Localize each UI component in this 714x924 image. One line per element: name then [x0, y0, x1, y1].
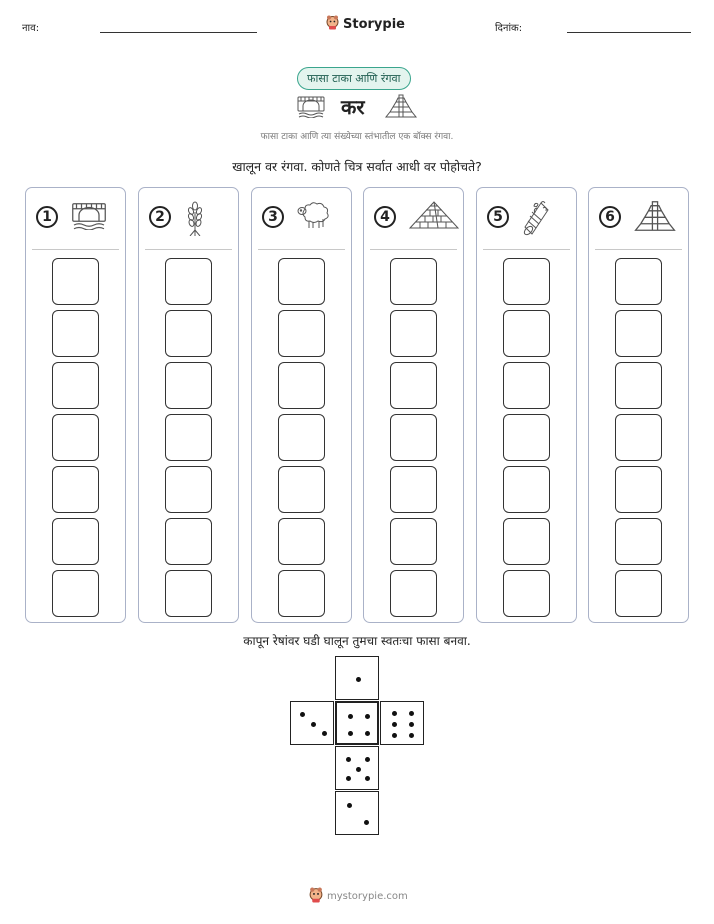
activity-pill: फासा टाका आणि रंगवा	[297, 67, 411, 90]
color-box[interactable]	[52, 258, 99, 305]
column-4	[363, 187, 464, 623]
color-box[interactable]	[278, 258, 325, 305]
color-box[interactable]	[390, 258, 437, 305]
color-box[interactable]	[278, 518, 325, 565]
color-box[interactable]	[390, 362, 437, 409]
footer-url: mystorypie.com	[327, 891, 408, 902]
die-pip	[311, 722, 316, 727]
color-box[interactable]	[278, 466, 325, 513]
color-box[interactable]	[165, 466, 212, 513]
die-pip	[409, 711, 414, 716]
column-divider	[595, 249, 682, 250]
die-pip	[392, 711, 397, 716]
wheat-icon	[183, 200, 207, 240]
color-box[interactable]	[390, 570, 437, 617]
column-5	[476, 187, 577, 623]
name-label: नाव:	[22, 23, 40, 34]
die-pip	[300, 712, 305, 717]
name-line[interactable]	[100, 32, 257, 33]
color-box[interactable]	[615, 518, 662, 565]
column-number: 3	[262, 206, 284, 228]
column-divider	[258, 249, 345, 250]
page-subtitle: फासा टाका आणि त्या संख्येच्या स्तंभातील एक बॉक्स रंगवा.	[260, 132, 454, 142]
die-face-1	[335, 656, 379, 700]
die-face-2	[335, 791, 379, 835]
die-pip	[365, 776, 370, 781]
die-face-6	[380, 701, 424, 745]
color-box[interactable]	[503, 518, 550, 565]
color-box[interactable]	[390, 518, 437, 565]
color-box[interactable]	[503, 310, 550, 357]
column-divider	[370, 249, 457, 250]
color-box[interactable]	[390, 310, 437, 357]
die-pip	[356, 767, 361, 772]
dice-net	[290, 656, 424, 836]
color-box[interactable]	[52, 310, 99, 357]
color-box[interactable]	[503, 258, 550, 305]
die-pip	[365, 714, 370, 719]
brand-logo	[326, 15, 405, 34]
column-divider	[32, 249, 119, 250]
color-box[interactable]	[615, 362, 662, 409]
color-box[interactable]	[52, 518, 99, 565]
column-3	[251, 187, 352, 623]
color-box[interactable]	[390, 414, 437, 461]
die-pip	[392, 733, 397, 738]
column-number: 5	[487, 206, 509, 228]
die-pip	[392, 722, 397, 727]
footer	[309, 887, 408, 906]
color-box[interactable]	[52, 570, 99, 617]
color-box[interactable]	[615, 570, 662, 617]
step-pyramid-icon	[384, 94, 418, 122]
die-pip	[348, 731, 353, 736]
date-label: दिनांक:	[495, 23, 523, 34]
column-number: 1	[36, 206, 58, 228]
color-box[interactable]	[615, 466, 662, 513]
color-box[interactable]	[165, 258, 212, 305]
die-pip	[347, 803, 352, 808]
die-pip	[346, 776, 351, 781]
color-box[interactable]	[615, 310, 662, 357]
color-box[interactable]	[52, 414, 99, 461]
storypie-mascot-icon	[309, 887, 323, 906]
column-1	[25, 187, 126, 623]
die-pip	[365, 757, 370, 762]
color-box[interactable]	[278, 362, 325, 409]
color-box[interactable]	[503, 362, 550, 409]
storypie-mascot-icon	[326, 15, 339, 34]
page-title: कर	[341, 95, 365, 119]
color-box[interactable]	[165, 518, 212, 565]
pyramid-icon	[408, 200, 460, 234]
die-pip	[409, 733, 414, 738]
column-number: 4	[374, 206, 396, 228]
color-box[interactable]	[390, 466, 437, 513]
sheep-icon	[296, 200, 332, 234]
bridge-icon	[70, 200, 108, 234]
die-face-5	[335, 746, 379, 790]
column-6	[588, 187, 689, 623]
color-box[interactable]	[615, 414, 662, 461]
die-pip	[348, 714, 353, 719]
color-box[interactable]	[165, 362, 212, 409]
column-number: 2	[149, 206, 171, 228]
die-pip	[346, 757, 351, 762]
column-divider	[483, 249, 570, 250]
bridge-icon	[297, 94, 325, 122]
brand-name: Storypie	[343, 17, 405, 32]
color-box[interactable]	[503, 466, 550, 513]
die-pip	[365, 731, 370, 736]
color-box[interactable]	[503, 414, 550, 461]
column-divider	[145, 249, 232, 250]
die-pip	[364, 820, 369, 825]
column-number: 6	[599, 206, 621, 228]
color-box[interactable]	[615, 258, 662, 305]
color-box[interactable]	[278, 310, 325, 357]
step-pyramid-icon	[633, 200, 677, 236]
die-pip	[356, 677, 361, 682]
color-box[interactable]	[278, 570, 325, 617]
color-box[interactable]	[165, 310, 212, 357]
die-pip	[322, 731, 327, 736]
color-box[interactable]	[165, 570, 212, 617]
color-box[interactable]	[52, 466, 99, 513]
color-box[interactable]	[52, 362, 99, 409]
cut-instruction: कापून रेषांवर घडी घालून तुमचा स्वतःचा फासा बनवा.	[243, 634, 471, 648]
scroll-icon	[521, 200, 551, 242]
date-line[interactable]	[567, 32, 691, 33]
die-face-3	[290, 701, 334, 745]
color-box[interactable]	[278, 414, 325, 461]
die-face-4	[335, 701, 379, 745]
color-box[interactable]	[165, 414, 212, 461]
die-pip	[409, 722, 414, 727]
column-2	[138, 187, 239, 623]
color-box[interactable]	[503, 570, 550, 617]
question-text: खालून वर रंगवा. कोणते चित्र सर्वात आधी वर पोहोचते?	[232, 159, 482, 174]
